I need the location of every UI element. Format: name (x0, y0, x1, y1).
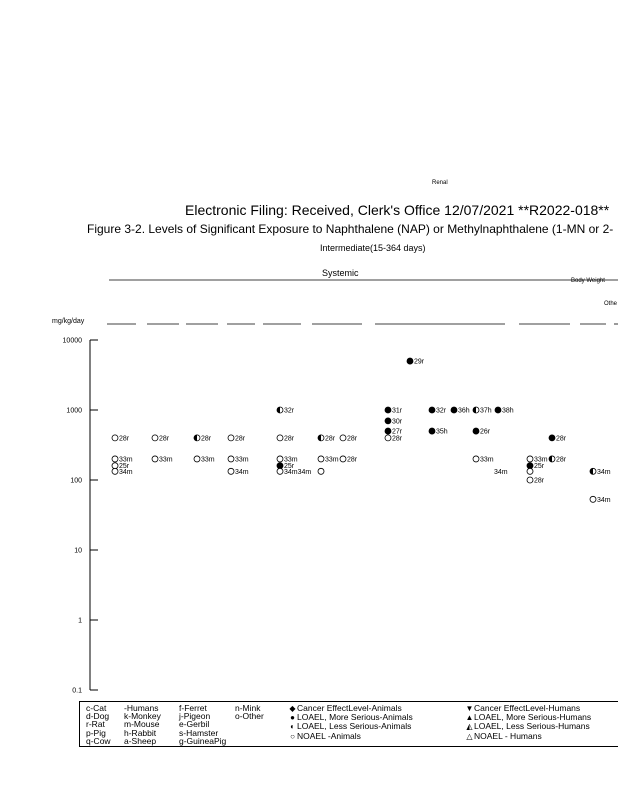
point-label: 33m (201, 456, 215, 464)
point-label: 34m (235, 468, 249, 476)
noael-marker (527, 456, 533, 462)
point-label: 29r (414, 358, 425, 366)
data-point (495, 407, 514, 415)
point-label: 28r (392, 435, 403, 443)
loael-serious-marker (385, 407, 391, 413)
point-label: 33m (284, 456, 298, 464)
human-effect-key (465, 704, 591, 741)
legend-entry: s-Hamster (179, 727, 219, 738)
noael-marker (527, 468, 533, 474)
point-label: 36h (458, 407, 470, 415)
data-points (112, 358, 611, 504)
legend-entry: j-Pigeon (179, 711, 211, 722)
point-label: 28r (556, 456, 567, 464)
data-point (228, 468, 249, 476)
point-label: 34m (597, 468, 611, 476)
point-label: 28r (325, 435, 336, 443)
noael-marker (340, 435, 346, 441)
point-label: 28r (235, 435, 246, 443)
legend-entry: a-Sheep (124, 735, 157, 746)
data-point (228, 435, 246, 443)
legend-entry: k-Monkey (124, 711, 161, 722)
loael-serious-marker (527, 463, 533, 469)
legend-entry: h-Rabbit (124, 727, 157, 738)
figure-title: Figure 3-2. Levels of Significant Exposure to Naphthalene (NAP) or Methylnaphthalene (1-MN or 2- (87, 222, 614, 236)
legend-entry: p-Pig (86, 727, 106, 738)
noael-marker (152, 456, 158, 462)
point-label: 33m (325, 456, 339, 464)
legend-key-label: Cancer EffectLevel-Humans (474, 703, 581, 713)
legend-key-label: Cancer EffectLevel-Animals (297, 703, 402, 713)
point-label: 25r (284, 463, 295, 471)
noael-marker (112, 468, 118, 474)
noael-marker (152, 435, 158, 441)
point-label: 38h (502, 407, 514, 415)
noael-marker (112, 435, 118, 441)
noael-marker (277, 468, 283, 474)
legend-key-label: LOAEL, Less Serious-Humans (474, 721, 590, 732)
point-label: 25r (534, 463, 545, 471)
point-label: 28r (556, 435, 567, 443)
point-label: 28r (119, 435, 130, 443)
point-label: 32r (436, 407, 447, 415)
noael-marker (228, 456, 234, 462)
data-point (590, 468, 611, 476)
data-point (385, 418, 403, 426)
legend-symbol-icon: ○ (290, 731, 295, 741)
filing-stamp: Electronic Filing: Received, Clerk's Office 12/07/2021 **R2022-018** (185, 202, 610, 218)
data-point (194, 435, 212, 443)
legend-key-label: LOAEL, Less Serious-Animals (297, 721, 412, 732)
point-label: 34m (597, 496, 611, 504)
group-systemic-label: Systemic (322, 268, 359, 278)
noael-marker (340, 456, 346, 462)
point-label: 28r (347, 456, 358, 464)
data-point (385, 435, 403, 443)
legend-symbol-icon: ▼ (465, 704, 474, 713)
y-tick-label: 0.1 (72, 687, 82, 695)
point-label: 27r (392, 428, 403, 436)
loael-serious-marker (277, 463, 283, 469)
legend-entry: d-Dog (86, 711, 110, 722)
data-point (194, 456, 215, 464)
point-label: 32r (284, 407, 295, 415)
legend-entry: m-Mouse (124, 719, 160, 730)
point-label: 28r (347, 435, 358, 443)
noael-marker (473, 456, 479, 462)
point-label: 28r (534, 477, 545, 485)
data-point (473, 428, 491, 436)
y-tick-label: 10 (74, 547, 82, 555)
noael-marker (112, 463, 118, 469)
point-label: 28r (159, 435, 170, 443)
legend-symbol-icon: ● (290, 713, 295, 723)
small-stamp-label: Renal (432, 180, 448, 186)
point-label: 31r (392, 407, 403, 415)
data-point (318, 456, 339, 464)
noael-marker (277, 456, 283, 462)
legend-entry: r-Rat (86, 719, 105, 730)
species-key-col4 (235, 704, 264, 720)
data-point (228, 456, 249, 464)
legend-entry: n-Mink (235, 703, 261, 713)
data-point (318, 468, 324, 474)
legend-entry: c-Cat (86, 703, 107, 713)
point-label: 30r (392, 418, 403, 426)
legend-key-label: LOAEL, More Serious-Animals (297, 712, 413, 723)
legend-key-label: NOAEL - Humans (474, 730, 542, 741)
data-point (277, 468, 311, 476)
loael-serious-marker (473, 428, 479, 434)
data-point (152, 456, 173, 464)
species-key-col3 (179, 704, 226, 745)
noael-marker (318, 456, 324, 462)
data-point (473, 456, 494, 464)
data-point (494, 469, 508, 476)
data-point (277, 407, 295, 415)
noael-marker (318, 468, 324, 474)
point-label: 26r (480, 428, 491, 436)
loael-serious-marker (429, 407, 435, 413)
data-point (527, 468, 533, 474)
point-label: 33m (235, 456, 249, 464)
loael-serious-marker (429, 428, 435, 434)
data-point (340, 456, 358, 464)
noael-marker (527, 477, 533, 483)
legend-symbol-icon: △ (466, 731, 473, 741)
y-tick-label: 1 (78, 617, 82, 625)
data-point (385, 407, 403, 415)
point-label: 33m (119, 456, 133, 464)
noael-marker (194, 456, 200, 462)
data-point (340, 435, 358, 443)
legend-symbol-icon: ▲ (465, 713, 474, 723)
animal-effect-key (288, 704, 413, 741)
point-label: 28r (284, 435, 295, 443)
loael-serious-marker (549, 435, 555, 441)
data-point (407, 358, 425, 366)
point-label: 34m (119, 468, 133, 476)
data-point (152, 435, 170, 443)
loael-serious-marker (451, 407, 457, 413)
point-label: 34m34m (284, 468, 312, 476)
point-label: 37h (480, 407, 492, 415)
legend-symbol-icon: ◭ (466, 722, 473, 732)
legend-entry: e-Gerbil (179, 719, 210, 730)
data-point (318, 435, 336, 443)
loael-serious-marker (495, 407, 501, 413)
loael-serious-marker (385, 418, 391, 424)
legend-box (79, 701, 618, 747)
point-label: 33m (534, 456, 548, 464)
data-point (112, 435, 130, 443)
y-axis (63, 338, 98, 695)
point-label: 35h (436, 428, 448, 436)
y-tick-label: 100 (70, 477, 82, 485)
noael-marker (277, 435, 283, 441)
data-point (451, 407, 470, 415)
data-point (527, 477, 545, 485)
point-label: 33m (480, 456, 494, 464)
group-body-weight-label: Body Weight (571, 278, 605, 284)
loael-serious-marker (385, 428, 391, 434)
species-key-col2 (124, 704, 161, 745)
legend-entry: o-Other (235, 711, 264, 722)
data-point (549, 435, 567, 443)
duration-subtitle: Intermediate(15-364 days) (320, 243, 426, 253)
data-point (473, 407, 492, 415)
data-point (112, 468, 133, 476)
legend-key-label: LOAEL, More Serious-Humans (474, 712, 592, 723)
legend-key-entry (288, 732, 413, 741)
data-point (549, 456, 567, 464)
legend-key-label: NOAEL -Animals (297, 730, 361, 741)
noael-marker (112, 456, 118, 462)
legend-entry: q-Cow (86, 735, 111, 746)
y-tick-label: 10000 (62, 337, 82, 345)
legend-symbol-icon: ◐ (290, 722, 295, 732)
noael-marker (228, 468, 234, 474)
legend-entry: g-GuineaPig (179, 735, 227, 746)
data-point (277, 435, 295, 443)
legend-entry: f-Ferret (179, 703, 207, 713)
y-unit-label: mg/kg/day (52, 318, 85, 325)
loael-serious-marker (407, 358, 413, 364)
noael-marker (590, 496, 596, 502)
point-label: 25r (119, 463, 130, 471)
legend-key-entry (465, 732, 591, 741)
y-tick-label: 1000 (66, 407, 82, 415)
species-key-col1 (86, 704, 111, 745)
noael-marker (228, 435, 234, 441)
legend-symbol-icon: ◆ (289, 704, 296, 713)
group-other-label: Othe (604, 301, 618, 307)
point-label: 28r (201, 435, 212, 443)
data-point (590, 496, 611, 504)
point-label: 33m (159, 456, 173, 464)
data-point (429, 407, 447, 415)
point-label: 34m (494, 468, 508, 476)
noael-marker (385, 435, 391, 441)
data-point (429, 428, 448, 436)
legend-entry: -Humans (124, 703, 159, 713)
